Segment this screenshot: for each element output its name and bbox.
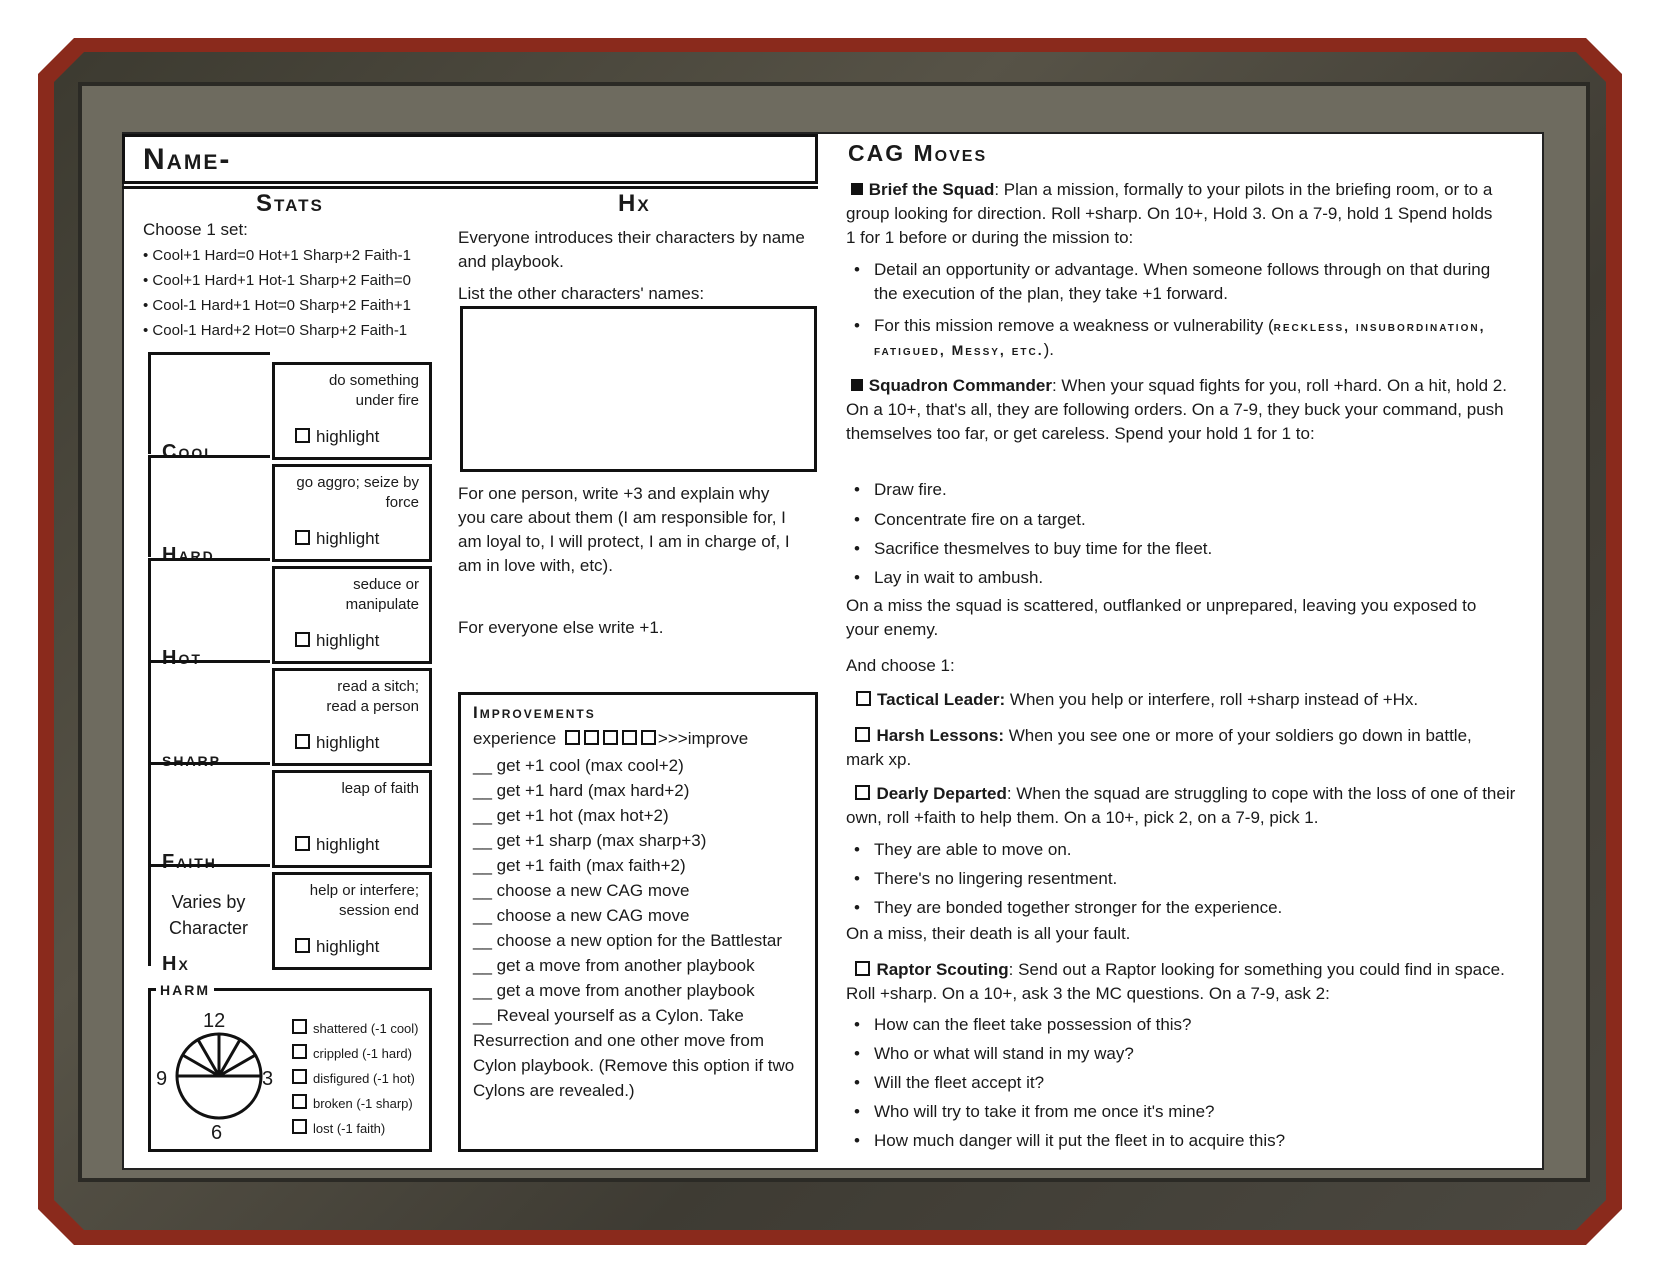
harm-broken[interactable]: broken (-1 sharp)	[292, 1091, 419, 1116]
clock-9: 9	[156, 1068, 168, 1090]
improvement-item[interactable]: __ get +1 sharp (max sharp+3)	[473, 831, 707, 850]
squad-option-1: • Draw fire.	[874, 478, 947, 502]
improvement-item[interactable]: __ choose a new CAG move	[473, 906, 690, 925]
hx-one-person: For one person, write +3 and explain why you care about them (I am responsible for, I am loyal to, I will protect, I am in charge of, I am in love with, etc).	[458, 484, 790, 575]
move-raptor-scouting[interactable]: Raptor Scouting: Send out a Raptor looking for something you could find in space. Roll +sharp. On a 10+, ask 3 the MC questions. On a 7-9, ask 2:	[846, 960, 1505, 1003]
hx-everyone: For everyone else write +1.	[458, 618, 664, 637]
stat-hard-label: Hard	[159, 544, 218, 567]
harm-disfigured[interactable]: disfigured (-1 hot)	[292, 1066, 419, 1091]
raptor-question-5: • How much danger will it put the fleet in to acquire this?	[874, 1129, 1285, 1153]
stat-hot-box[interactable]	[148, 558, 270, 669]
improvement-item[interactable]: __ get a move from another playbook	[473, 956, 755, 975]
stat-hx-box[interactable]	[148, 864, 270, 975]
stat-set-4[interactable]: • Cool-1 Hard+2 Hot=0 Sharp+2 Faith-1	[143, 322, 408, 339]
harm-conditions	[292, 1016, 419, 1141]
raptor-question-2: • Who or what will stand in my way?	[874, 1042, 1134, 1066]
squad-option-4: • Lay in wait to ambush.	[874, 566, 1043, 590]
brief-option-2: • For this mission remove a weakness or vulnerability (reckless, insubordination, fatigued, Messy, etc.).	[874, 314, 1514, 362]
stat-sharp-move: read a sitch; read a person highlight	[272, 668, 432, 766]
harm-lost[interactable]: lost (-1 faith)	[292, 1116, 419, 1141]
improvement-item[interactable]: __ choose a new option for the Battlestar	[473, 931, 783, 950]
stat-hard-box[interactable]	[148, 455, 270, 566]
stat-faith-label: Faith	[159, 851, 220, 874]
stat-cool-move: do something under fire highlight	[272, 362, 432, 460]
hx-highlight-checkbox[interactable]: highlight	[295, 937, 379, 957]
hx-names-input[interactable]	[460, 306, 817, 472]
improvement-item[interactable]: __ Reveal yourself as a Cylon. Take Resurrection and one other move from Cylon playbook. (Remove this option if two Cylons are revealed.)	[473, 1006, 795, 1100]
stats-heading: Stats	[256, 190, 324, 217]
stat-hot-move: seduce or manipulate highlight	[272, 566, 432, 664]
faith-highlight-checkbox[interactable]: highlight	[295, 835, 379, 855]
improvement-item[interactable]: __ choose a new CAG move	[473, 881, 690, 900]
stat-faith-box[interactable]	[148, 762, 270, 873]
brief-option-1: • Detail an opportunity or advantage. When someone follows through on that during the execution of the plan, they take +1 forward.	[874, 258, 1514, 306]
move-dearly-departed[interactable]: Dearly Departed: When the squad are struggling to cope with the loss of one of their own, roll +faith to help them. On a 10+, pick 2, on a 7-9, pick 1.	[846, 784, 1516, 827]
harm-heading: harm	[156, 978, 214, 1001]
move-harsh-lessons[interactable]: Harsh Lessons: When you see one or more of your soldiers go down in battle, mark xp.	[846, 726, 1472, 769]
hot-highlight-checkbox[interactable]: highlight	[295, 631, 379, 651]
stat-set-1[interactable]: • Cool+1 Hard=0 Hot+1 Sharp+2 Faith-1	[143, 247, 411, 264]
experience-track[interactable]: experience >>>improve	[473, 729, 749, 748]
stat-set-2[interactable]: • Cool+1 Hard+1 Hot-1 Sharp+2 Faith=0	[143, 272, 411, 289]
move-brief-the-squad[interactable]: Brief the Squad: Plan a mission, formally to your pilots in the briefing room, or to a group looking for direction. Roll +sharp. On 10+, Hold 3. On a 7-9, hold 1 Spend holds 1 for 1 before or during the mission to:	[846, 180, 1493, 247]
improvement-item[interactable]: __ get +1 cool (max cool+2)	[473, 756, 684, 775]
stat-hx-label: Hx	[159, 953, 193, 976]
improvement-list	[473, 753, 811, 1103]
name-underline	[122, 186, 818, 189]
raptor-question-3: • Will the fleet accept it?	[874, 1071, 1044, 1095]
stat-sharp-label: sharp	[159, 749, 224, 772]
clock-3: 3	[262, 1068, 274, 1090]
choose-one: And choose 1:	[846, 656, 955, 675]
improvement-item[interactable]: __ get +1 faith (max faith+2)	[473, 856, 686, 875]
squad-option-3: • Sacrifice thesmelves to buy time for the fleet.	[874, 537, 1212, 561]
clock-6: 6	[211, 1122, 223, 1144]
name-field[interactable]	[122, 134, 818, 184]
squad-miss: On a miss the squad is scattered, outflanked or unprepared, leaving you exposed to your enemy.	[846, 596, 1477, 639]
cool-highlight-checkbox[interactable]: highlight	[295, 427, 379, 447]
dearly-option-3: • They are bonded together stronger for the experience.	[874, 896, 1282, 920]
stat-faith-move: leap of faith highlight	[272, 770, 432, 868]
stat-cool-label: Cool	[159, 441, 218, 464]
move-tactical-leader[interactable]: Tactical Leader: When you help or interfere, roll +sharp instead of +Hx.	[856, 688, 1516, 712]
hx-list-label: List the other characters' names:	[458, 284, 705, 303]
move-squadron-commander[interactable]: Squadron Commander: When your squad fights for you, roll +hard. On a hit, hold 2. On a 10+, that's all, they are following orders. On a 7-9, they buck your command, push themselves too far, or get careless. Spend your hold 1 for 1 to:	[846, 376, 1507, 443]
stat-hx-move: help or interfere; session end highlight	[272, 872, 432, 970]
clock-12: 12	[203, 1010, 226, 1032]
hard-highlight-checkbox[interactable]: highlight	[295, 529, 379, 549]
sharp-highlight-checkbox[interactable]: highlight	[295, 733, 379, 753]
harm-crippled[interactable]: crippled (-1 hard)	[292, 1041, 419, 1066]
stat-hard-move: go aggro; seize by force highlight	[272, 464, 432, 562]
dearly-option-2: • There's no lingering resentment.	[874, 867, 1117, 891]
dearly-miss: On a miss, their death is all your fault.	[846, 924, 1131, 943]
hx-varies: Varies by Character	[169, 892, 249, 938]
name-label: Name-	[143, 143, 232, 176]
stat-sharp-box[interactable]	[148, 660, 270, 771]
squad-option-2: • Concentrate fire on a target.	[874, 508, 1086, 532]
stats-choose: Choose 1 set:	[143, 220, 248, 239]
dearly-option-1: • They are able to move on.	[874, 838, 1072, 862]
stat-set-3[interactable]: • Cool-1 Hard+1 Hot=0 Sharp+2 Faith+1	[143, 297, 411, 314]
improvement-item[interactable]: __ get +1 hot (max hot+2)	[473, 806, 669, 825]
cag-moves-heading: CAG Moves	[848, 140, 988, 166]
hx-heading: Hx	[618, 190, 651, 217]
improvements-box	[458, 692, 818, 1152]
hx-intro: Everyone introduces their characters by name and playbook.	[458, 228, 805, 271]
improvement-item[interactable]: __ get a move from another playbook	[473, 981, 755, 1000]
improvement-item[interactable]: __ get +1 hard (max hard+2)	[473, 781, 690, 800]
improvements-heading: Improvements	[473, 703, 596, 722]
stat-hot-label: Hot	[159, 647, 205, 670]
raptor-question-4: • Who will try to take it from me once it's mine?	[874, 1100, 1215, 1124]
stat-cool-box[interactable]	[148, 352, 270, 463]
harm-shattered[interactable]: shattered (-1 cool)	[292, 1016, 419, 1041]
raptor-question-1: • How can the fleet take possession of this?	[874, 1013, 1192, 1037]
